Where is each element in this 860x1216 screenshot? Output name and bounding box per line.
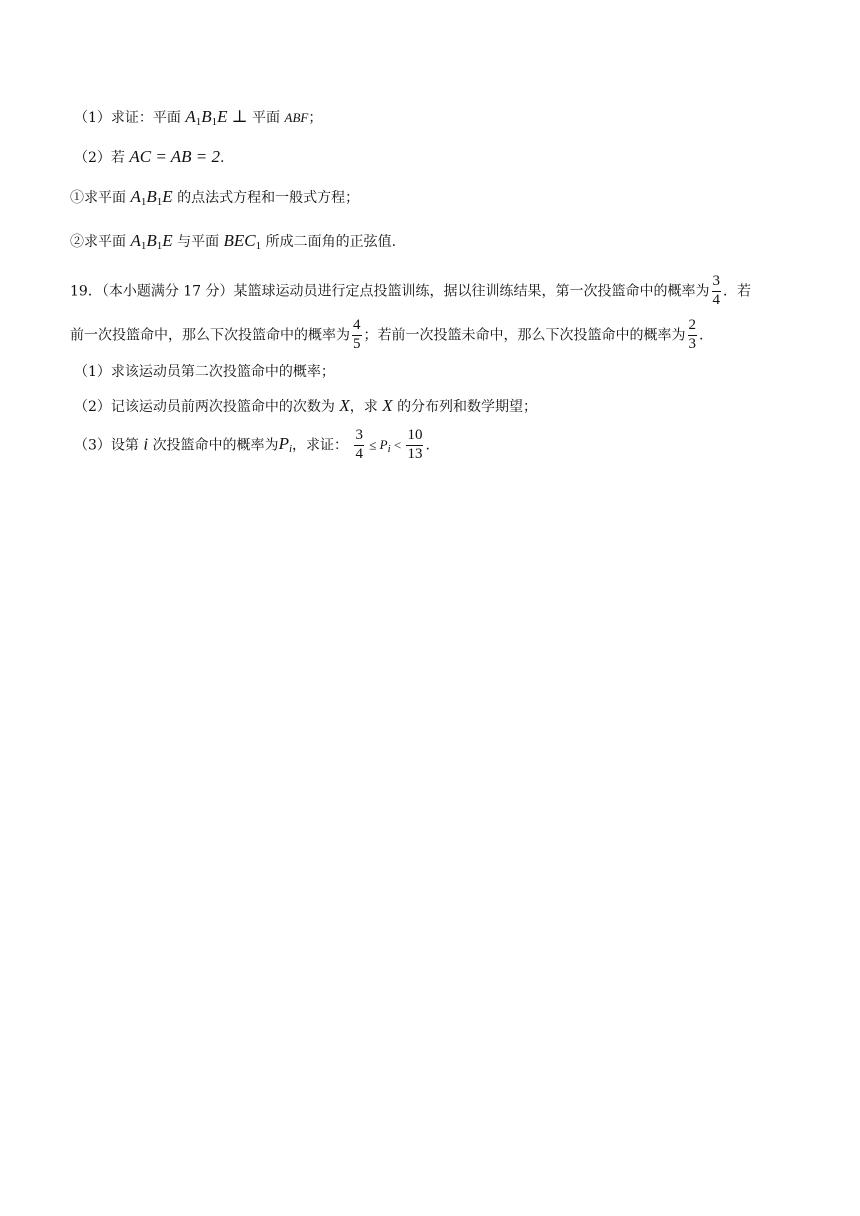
math-P-i: $P_i$ (278, 434, 293, 456)
math-plane: $A_1B_1E$ (130, 187, 173, 208)
part-2-text-b: . (220, 150, 225, 166)
part-1-line (74, 108, 322, 128)
q19-part-3-text-a: 设第 (110, 437, 139, 454)
item-a-marker: ① (70, 190, 84, 206)
math-ABF: ABF (284, 110, 309, 125)
question-intro-end: ．若 (723, 283, 752, 300)
part-1-text-c: ； (308, 110, 323, 126)
perp-symbol: ⊥ (227, 107, 253, 126)
item-b-text-c: 所成二面角的正弦值. (265, 234, 397, 250)
fraction-3-4: $\frac{3}{4}$ (355, 427, 363, 462)
line-2-text-c: . (699, 327, 704, 344)
math-P-i: $P_i$ (379, 437, 391, 456)
part-1-label: （1） (74, 110, 111, 126)
le-symbol: ≤ (365, 437, 380, 453)
q19-part-1-label: （1） (74, 364, 111, 380)
q19-part-3-text-b: 次投篮命中的概率为 (152, 437, 279, 454)
question-19-part-3 (74, 428, 430, 463)
math-plane: $A_1B_1E$ (130, 231, 173, 252)
fraction-4-5: $\frac{4}{5}$ (353, 317, 361, 352)
item-b-text-a: 求平面 (84, 234, 126, 250)
q19-part-3-text-c: ，求证： (292, 437, 349, 454)
math-X: X (382, 396, 393, 415)
part-1-text-b: 平面 (252, 110, 281, 126)
item-b-line (70, 232, 396, 252)
math-A: $A_1B_1E$ (185, 107, 228, 128)
fraction-2-3: $\frac{2}{3}$ (688, 317, 696, 352)
question-19-line-2 (70, 318, 703, 353)
part-2-label: （2） (74, 150, 111, 166)
q19-part-2-text-c: 的分布列和数学期望； (397, 399, 538, 415)
q19-part-3-end: . (425, 437, 430, 454)
math-X: X (339, 396, 350, 415)
q19-part-3-label: （3） (74, 437, 111, 454)
question-19-part-1 (74, 365, 335, 379)
item-b-marker: ② (70, 234, 84, 250)
q19-part-2-text-b: ，求 (349, 399, 378, 415)
question-19-part-2 (74, 397, 537, 414)
part-1-text-a: 求证：平面 (110, 110, 181, 126)
line-2-text-a: 前一次投篮命中，那么下次投篮命中的概率为 (70, 327, 350, 344)
item-a-line (70, 188, 359, 208)
part-2-line (74, 148, 224, 165)
question-19-line-1 (70, 274, 751, 309)
q19-part-1-text: 求该运动员第二次投篮命中的概率； (110, 364, 335, 380)
item-a-text-a: 求平面 (84, 190, 126, 206)
q19-part-2-text-a: 记该运动员前两次投篮命中的次数为 (110, 399, 335, 415)
math-i: i (143, 434, 149, 454)
line-2-text-b: ；若前一次投篮未命中，那么下次投篮命中的概率为 (363, 327, 686, 344)
math-BEC: $BEC_1$ (223, 231, 262, 252)
lt-symbol: < (390, 437, 405, 453)
item-b-text-b: 与平面 (177, 234, 220, 250)
fraction-10-13: $\frac{10}{13}$ (407, 427, 423, 462)
question-number: 19． (70, 283, 102, 300)
fraction-3-4: $\frac{3}{4}$ (712, 273, 721, 308)
part-2-text-a: 若 (110, 150, 125, 166)
item-a-text-b: 的点法式方程和一般式方程； (177, 190, 360, 206)
q19-part-2-label: （2） (74, 399, 111, 415)
question-intro: （本小题满分 17 分）某篮球运动员进行定点投篮训练，据以往训练结果，第一次投篮命中的概率为 (101, 283, 710, 300)
math-equation: AC = AB = 2 (129, 147, 221, 166)
